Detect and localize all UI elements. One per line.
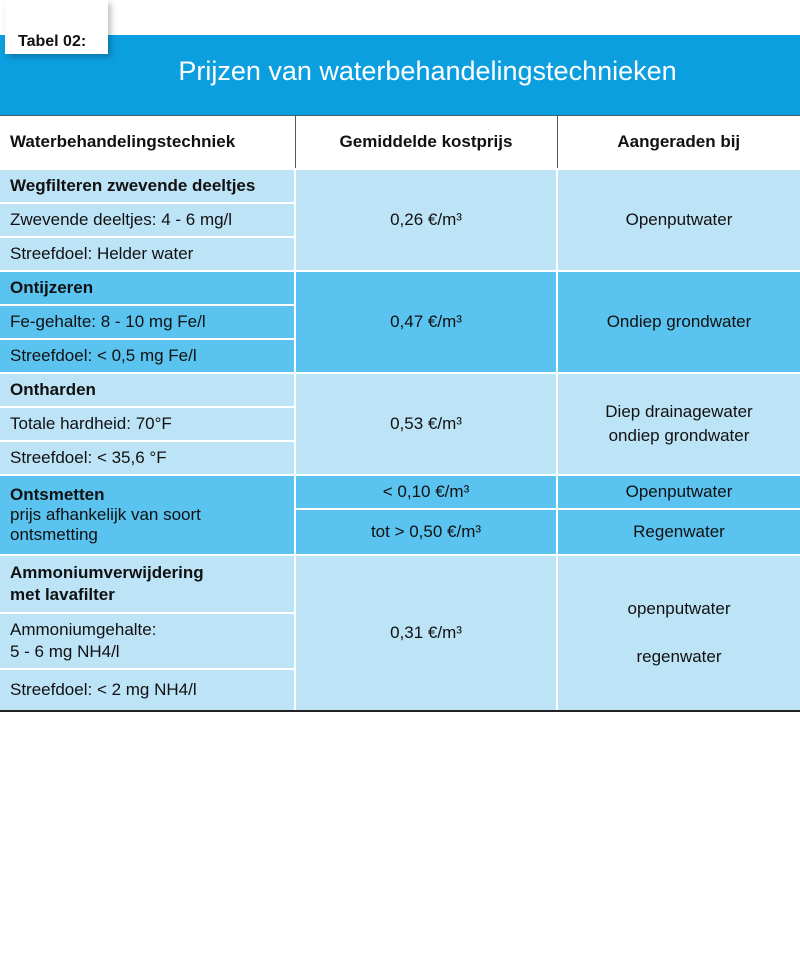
recommended-cell: Openputwater	[557, 475, 800, 509]
technique-name	[0, 555, 295, 613]
technique-detail: Fe-gehalte: 8 - 10 mg Fe/l	[0, 305, 295, 339]
recommended-line: regenwater	[636, 646, 722, 666]
detail-line: 5 - 6 mg NH4/l	[10, 641, 120, 661]
table-number-label: Tabel 02:	[18, 33, 87, 50]
price-cell: 0,53 €/m³	[295, 373, 557, 475]
recommended-line: openputwater	[627, 598, 731, 618]
technique-name: Ontharden	[0, 373, 295, 407]
technique-detail: Streefdoel: < 0,5 mg Fe/l	[0, 339, 295, 373]
technique-detail: prijs afhankelijk van soort	[10, 504, 201, 524]
header-technique: Waterbehandelingstechniek	[0, 116, 295, 169]
page-title: Prijzen van waterbehandelingstechnieken	[178, 56, 677, 86]
price-cell: tot > 0,50 €/m³	[295, 509, 557, 555]
technique-name-line: met lavafilter	[10, 584, 115, 604]
price-table	[0, 115, 800, 712]
technique-cell	[0, 475, 295, 555]
recommended-cell: Regenwater	[557, 509, 800, 555]
technique-name: Ontsmetten	[10, 484, 105, 504]
table-row	[0, 271, 800, 305]
technique-detail: Streefdoel: Helder water	[0, 237, 295, 271]
technique-detail	[0, 613, 295, 669]
header-price: Gemiddelde kostprijs	[295, 116, 557, 169]
recommended-cell: Openputwater	[557, 169, 800, 271]
technique-name: Ontijzeren	[0, 271, 295, 305]
technique-detail: Streefdoel: < 35,6 °F	[0, 441, 295, 475]
price-cell: 0,26 €/m³	[295, 169, 557, 271]
price-cell: 0,47 €/m³	[295, 271, 557, 373]
technique-detail: Streefdoel: < 2 mg NH4/l	[0, 669, 295, 711]
price-cell: 0,31 €/m³	[295, 555, 557, 711]
price-cell: < 0,10 €/m³	[295, 475, 557, 509]
table-row	[0, 373, 800, 407]
table-row	[0, 555, 800, 613]
table-row	[0, 169, 800, 203]
technique-detail: Totale hardheid: 70°F	[0, 407, 295, 441]
header-recommended: Aangeraden bij	[557, 116, 800, 169]
recommended-cell: Ondiep grondwater	[557, 271, 800, 373]
table-row	[0, 475, 800, 509]
detail-line: Ammoniumgehalte:	[10, 619, 157, 639]
technique-name: Wegfilteren zwevende deeltjes	[0, 169, 295, 203]
recommended-line: ondiep grondwater	[608, 425, 750, 445]
technique-detail: ontsmetting	[10, 524, 98, 544]
recommended-cell	[557, 373, 800, 475]
recommended-cell	[557, 555, 800, 711]
recommended-line: Diep drainagewater	[605, 401, 753, 421]
header-row	[0, 116, 800, 169]
technique-detail: Zwevende deeltjes: 4 - 6 mg/l	[0, 203, 295, 237]
technique-name-line: Ammoniumverwijdering	[10, 562, 204, 582]
table-number-tag	[5, 0, 108, 54]
